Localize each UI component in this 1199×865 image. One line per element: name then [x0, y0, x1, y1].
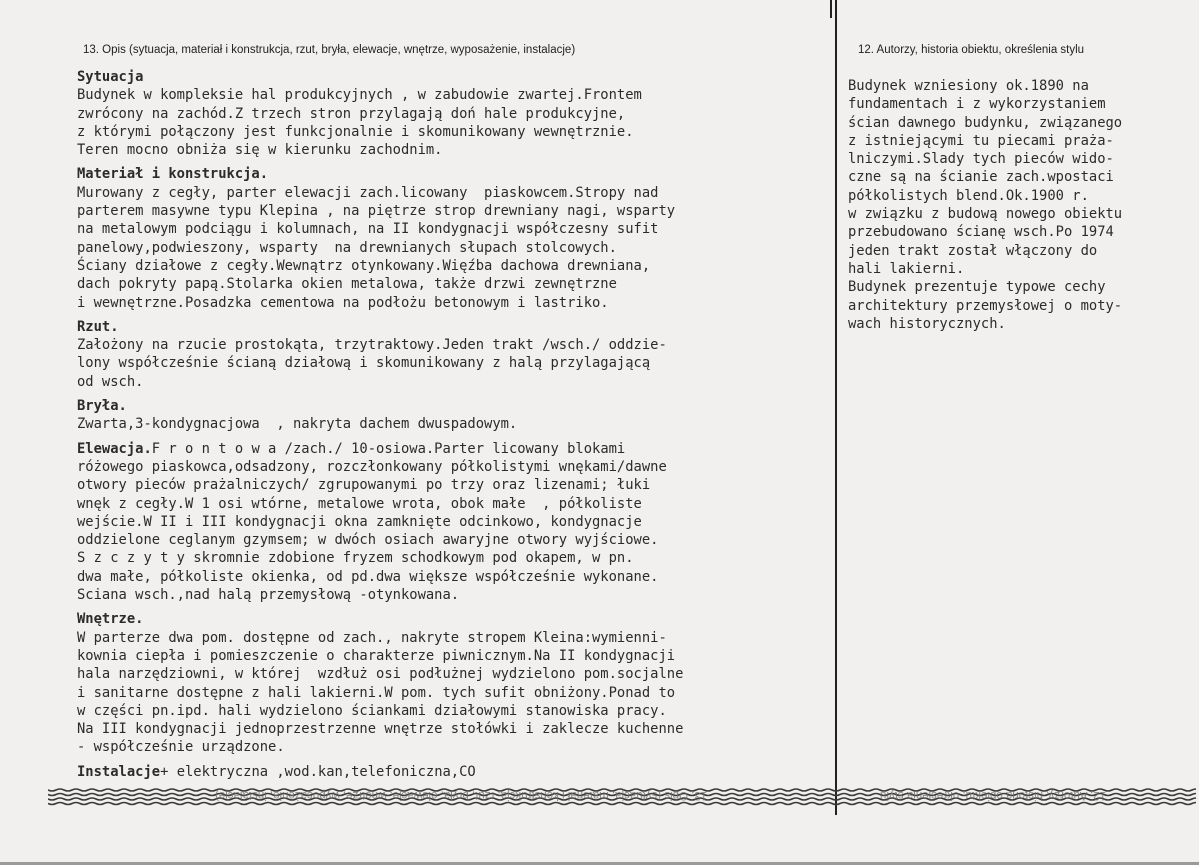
section-heading-text: F r o n t o w a /zach./ 10-osiowa.Parter licowany blokami	[151, 440, 626, 457]
text-line: i sanitarne dostępne z hali lakierni.W pom. tych sufit obniżony.Ponad to	[77, 684, 676, 701]
section	[77, 397, 837, 434]
text-line: kownia ciepła i pomieszczenie o charakterze piwnicznym.Na II kondygnacji	[77, 647, 676, 664]
section-heading-line	[77, 68, 837, 86]
mirrored-header-description: 13. Opis (sytuacja, materiał i konstrukcja, rzut, bryła, elewacje, wnętrze, wyposażenie, instalacje)	[215, 789, 708, 801]
text-line: od wsch.	[77, 373, 144, 390]
section-title: Materiał i konstrukcja.	[77, 166, 269, 183]
section-heading-line	[77, 610, 837, 628]
section-heading-line	[77, 165, 837, 183]
header-authors-history: 12. Autorzy, historia obiektu, określenia stylu	[858, 44, 1085, 56]
text-line: dach pokryty papą.Stolarka okien metalowa, także drzwi zewnętrzne	[77, 276, 617, 293]
text-line: panelowy,podwieszony, wsparty na drewnianych słupach stolcowych.	[77, 239, 617, 256]
mirrored-header-authors: 12. Autorzy, historia obiektu, określenia stylu	[880, 789, 1107, 801]
section	[77, 318, 837, 391]
top-tick-mark	[830, 0, 832, 18]
history-text-line: Budynek prezentuje typowe cechy	[848, 279, 1106, 296]
text-line: różowego piaskowca,odsadzony, rozczłonkowany półkolistymi wnękami/dawne	[77, 458, 667, 475]
text-line: Budynek w kompleksie hal produkcyjnych , w zabudowie zwartej.Frontem	[77, 87, 642, 104]
history-text-line: wach historycznych.	[848, 315, 1006, 332]
text-line: - współcześnie urządzone.	[77, 739, 285, 756]
text-line: Założony na rzucie prostokąta, trzytraktowy.Jeden trakt /wsch./ oddzie-	[77, 337, 667, 354]
history-text-line: z istniejącymi tu piecami praża-	[848, 132, 1114, 149]
section	[77, 610, 837, 756]
section	[77, 165, 837, 311]
text-line: hala narzędziowni, w której wzdłuż osi podłużnej wydzielono pom.socjalne	[77, 666, 684, 683]
history-column	[848, 77, 1193, 333]
text-line: Murowany z cegły, parter elewacji zach.licowany piaskowcem.Stropy nad	[77, 184, 659, 201]
history-text-line: fundamentach i z wykorzystaniem	[848, 96, 1106, 113]
section-title: Rzut.	[77, 318, 119, 335]
section-heading-line	[77, 397, 837, 415]
text-line: w części pn.ipd. hali wydzielono ściankami działowymi stanowiska pracy.	[77, 702, 667, 719]
section	[77, 763, 837, 781]
section-title: Bryła.	[77, 398, 127, 415]
text-line: Sciana wsch.,nad halą przemysłową -otynkowana.	[77, 587, 460, 604]
section-heading-line	[77, 763, 837, 781]
section-title: Sytuacja	[77, 69, 144, 85]
text-line: lony współcześnie ścianą działową i skomunikowany z halą przylagającą	[77, 355, 651, 372]
history-text-line: lniczymi.Slady tych pieców wido-	[848, 151, 1114, 168]
section-heading-line	[77, 440, 837, 458]
text-line: Teren mocno obniża się w kierunku zachodnim.	[77, 142, 443, 159]
history-text-line: czne są na ścianie zach.wpostaci	[848, 169, 1114, 186]
text-line: wnęk z cegły.W 1 osi wtórne, metalowe wrota, obok małe , półkoliste	[77, 495, 642, 512]
text-line: Zwarta,3-kondygnacjowa , nakryta dachem dwuspadowym.	[77, 416, 518, 433]
text-line: dwa małe, półkoliste okienka, od pd.dwa większe współcześnie wykonane.	[77, 568, 659, 585]
description-column	[77, 68, 837, 787]
history-text-line: w związku z budową nowego obiektu	[848, 206, 1123, 223]
history-text-line: architektury przemysłowej o moty-	[848, 297, 1123, 314]
text-line: parterem masywne typu Klepina , na piętrze strop drewniany nagi, wsparty	[77, 203, 676, 220]
section	[77, 440, 837, 605]
text-line: otwory pieców prażalniczych/ zgrupowanymi po trzy oraz lizenami; łuki	[77, 477, 651, 494]
text-line: Ściany działowe z cegły.Wewnątrz otynkowany.Więźba dachowa drewniana,	[77, 257, 651, 274]
header-description: 13. Opis (sytuacja, materiał i konstrukcja, rzut, bryła, elewacje, wnętrze, wyposażenie, instalacje)	[83, 44, 576, 56]
text-line: na metalowym podciągu i kolumnach, na II kondygnacji współczesny sufit	[77, 221, 659, 238]
history-text-line: półkolistych blend.Ok.1900 r.	[848, 187, 1089, 204]
section-title: Wnętrze.	[77, 611, 144, 628]
section-title: Instalacje	[77, 763, 161, 780]
text-line: oddzielone ceglanym gzymsem; w dwóch osiach awaryjne otwory wyjściowe.	[77, 532, 659, 549]
text-line: wejście.W II i III kondygnacji okna zamknięte odcinkowo, kondygnacje	[77, 513, 642, 530]
text-line: W parterze dwa pom. dostępne od zach., nakryte stropem Kleina:wymienni-	[77, 629, 667, 646]
history-text-line: hali lakierni.	[848, 260, 965, 277]
history-text-line: przebudowano ścianę wsch.Po 1974	[848, 224, 1114, 241]
history-text-line: ścian dawnego budynku, związanego	[848, 114, 1123, 131]
section-title: Elewacja.	[77, 440, 152, 457]
section-heading-text: + elektryczna ,wod.kan,telefoniczna,CO	[160, 763, 476, 780]
text-line: z którymi połączony jest funkcjonalnie i skomunikowany wewnętrznie.	[77, 123, 634, 140]
history-text-line: jeden trakt został włączony do	[848, 242, 1098, 259]
text-line: i wewnętrzne.Posadzka cementowa na podłożu betonowym i lastriko.	[77, 294, 609, 311]
section-heading-line	[77, 318, 837, 336]
text-line: zwrócony na zachód.Z trzech stron przylagają doń hale produkcyjne,	[77, 105, 626, 122]
text-line: S z c z y t y skromnie zdobione fryzem schodkowym pod okapem, w pn.	[77, 550, 634, 567]
text-line: Na III kondygnacji jednoprzestrzenne wnętrze stołówki i zaklecze kuchenne	[77, 721, 684, 738]
section	[77, 68, 837, 159]
history-text-line: Budynek wzniesiony ok.1890 na	[848, 78, 1089, 94]
